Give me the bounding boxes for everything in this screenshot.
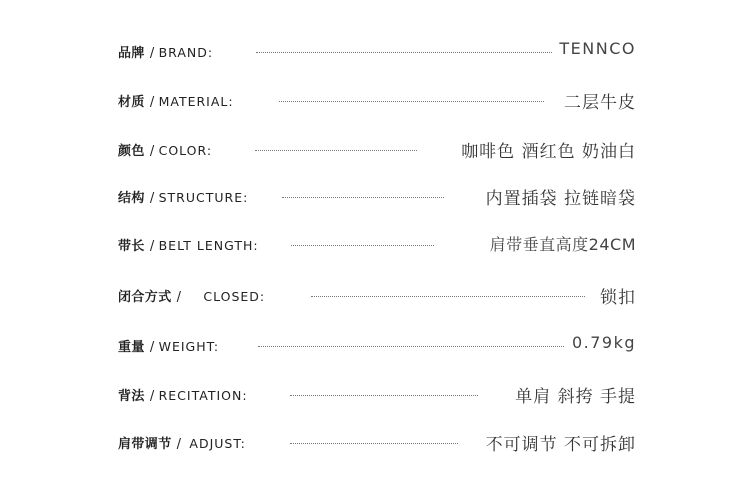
label-zh: 背法 [118, 389, 145, 404]
label-zh: 重量 [118, 340, 145, 355]
spec-row-closed [118, 283, 638, 308]
label-separator: / [149, 340, 155, 355]
dotted-leader [291, 245, 434, 246]
label-en: MATERIAL: [158, 94, 234, 109]
spec-row-structure [118, 184, 638, 209]
dotted-leader [256, 52, 552, 53]
spec-row-recitation [118, 382, 638, 407]
label-zh: 颜色 [118, 144, 145, 159]
label-separator: / [149, 144, 155, 159]
spec-label [118, 385, 248, 404]
spec-row-brand [118, 39, 638, 61]
spec-value: TENNCO [559, 39, 636, 58]
spec-row-color [118, 137, 638, 162]
dotted-leader [311, 296, 585, 297]
spec-value: 二层牛皮 [564, 93, 636, 113]
spec-label [118, 140, 212, 159]
label-zh: 带长 [118, 239, 145, 254]
spec-value: 内置插袋 拉链暗袋 [485, 189, 636, 209]
label-en: CLOSED: [203, 289, 266, 304]
label-en: BELT LENGTH: [158, 238, 259, 253]
spec-label [118, 42, 213, 61]
label-separator: / [149, 389, 155, 404]
label-en: RECITATION: [158, 388, 248, 403]
label-en: COLOR: [158, 143, 213, 158]
spec-row-material [118, 88, 638, 113]
dotted-leader [290, 443, 458, 444]
spec-row-weight [118, 333, 638, 355]
label-en: BRAND: [158, 45, 214, 60]
label-separator: / [149, 46, 155, 61]
dotted-leader [255, 150, 417, 151]
spec-label [118, 286, 265, 305]
label-separator: / [176, 290, 182, 305]
spec-value: 单肩 斜挎 手提 [515, 387, 636, 407]
spec-row-adjust [118, 430, 638, 455]
spec-value: 0.79kg [571, 333, 636, 352]
label-zh: 肩带调节 [118, 437, 172, 452]
dotted-leader [282, 197, 444, 198]
spec-label [118, 187, 248, 206]
spec-value: 咖啡色 酒红色 奶油白 [461, 142, 636, 162]
label-en: STRUCTURE: [158, 190, 249, 205]
label-zh: 材质 [118, 95, 145, 110]
spec-label [118, 235, 259, 254]
dotted-leader [279, 101, 544, 102]
label-en: WEIGHT: [158, 339, 220, 354]
label-zh: 结构 [118, 191, 145, 206]
label-separator: / [176, 437, 182, 452]
spec-label [118, 91, 234, 110]
dotted-leader [290, 395, 478, 396]
label-zh: 闭合方式 [118, 290, 172, 305]
spec-row-belt-length [118, 232, 638, 254]
spec-value: 肩带垂直高度24CM [489, 235, 636, 254]
spec-value: 不可调节 不可拆卸 [485, 435, 636, 455]
label-zh: 品牌 [118, 46, 145, 61]
spec-label [118, 336, 219, 355]
label-separator: / [149, 191, 155, 206]
dotted-leader [258, 346, 564, 347]
label-separator: / [149, 239, 155, 254]
spec-label [118, 433, 246, 452]
label-separator: / [149, 95, 155, 110]
label-en: ADJUST: [189, 436, 246, 451]
spec-value: 锁扣 [600, 288, 636, 308]
